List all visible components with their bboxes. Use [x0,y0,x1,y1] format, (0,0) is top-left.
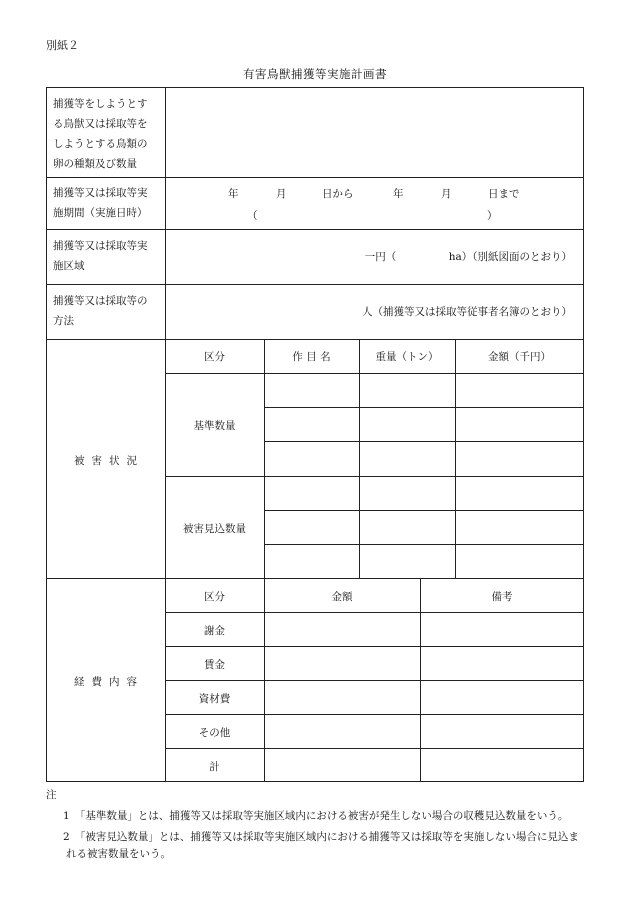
damage-row-divider [264,441,584,442]
expense-row-divider [165,646,584,647]
damage-col-divider [455,339,456,578]
period-time-open-paren: （ [247,210,258,222]
notes-heading: 注 [46,789,57,801]
row-divider [46,284,584,285]
damage-group-baseline: 基準数量 [193,420,236,432]
species-label: 捕獲等をしようとす る鳥獣又は採取等を しようとする鳥類の 卵の種類及び数量 [53,98,148,170]
note-item: 1 「基準数量」とは、捕獲等又は採取等実施区域内における被害が発生しない場合の収穫見込数量をいう。 [63,810,569,822]
row-divider [46,578,584,579]
expense-row-divider [165,612,584,613]
damage-header-divider [165,373,584,374]
expense-header-remarks: 備考 [491,591,513,603]
expense-item-total: 計 [209,761,220,773]
period-end-year: 年 [393,188,404,200]
expense-row-divider [165,714,584,715]
area-label: 捕獲等又は採取等実 施区域 [53,240,148,272]
damage-header-crop: 作 目 名 [292,351,331,363]
expense-header-category: 区分 [204,591,225,603]
period-start-month: 月 [276,188,287,200]
document-label: 別紙２ [46,39,79,52]
expense-row-divider [165,748,584,749]
expense-item-honorarium: 謝金 [204,625,225,637]
expense-section-label: 経費内容 [74,676,144,688]
damage-group-expected: 被害見込数量 [183,523,246,535]
expense-col-divider [264,578,265,782]
expense-item-materials: 資材費 [198,693,231,705]
damage-col-divider [359,339,360,578]
damage-col-divider [264,339,265,578]
damage-header-category: 区分 [204,351,225,363]
expense-item-wages: 賃金 [204,659,225,671]
damage-row-divider [264,407,584,408]
expense-row-divider [165,680,584,681]
area-value: 一円（ ha）（別紙図面のとおり） [364,251,572,263]
row-divider [46,339,584,340]
damage-header-weight: 重量（トン） [375,351,439,363]
period-start-year: 年 [228,188,239,200]
period-end-day: 日まで [488,188,520,200]
damage-row-divider [264,544,584,545]
damage-row-divider [264,510,584,511]
row-divider [46,177,584,178]
period-start-day: 日から [322,188,354,200]
method-value: 人（捕獲等又は採取等従事者名簿のとおり） [362,306,572,318]
notes [46,787,586,863]
period-end-month: 月 [441,188,452,200]
page-title: 有害鳥獣捕獲等実施計画書 [243,67,387,81]
expense-item-other: その他 [198,727,231,739]
row-divider [46,229,584,230]
damage-group-divider [165,476,584,477]
expense-header-amount: 金額 [331,591,353,603]
damage-section-label: 被害状況 [74,455,144,467]
method-label: 捕獲等又は採取等の 方法 [53,295,148,327]
note-item: 2 「被害見込数量」とは、捕獲等又は採取等実施区域内における捕獲等又は採取等を実施しない場合に見込まれる被害数量をいう。 [63,831,579,860]
damage-header-amount: 金額（千円） [488,351,551,363]
period-time-close-paren: ） [487,210,498,222]
period-label: 捕獲等又は採取等実 施期間（実施日時） [53,187,148,219]
expense-col-divider [420,578,421,782]
